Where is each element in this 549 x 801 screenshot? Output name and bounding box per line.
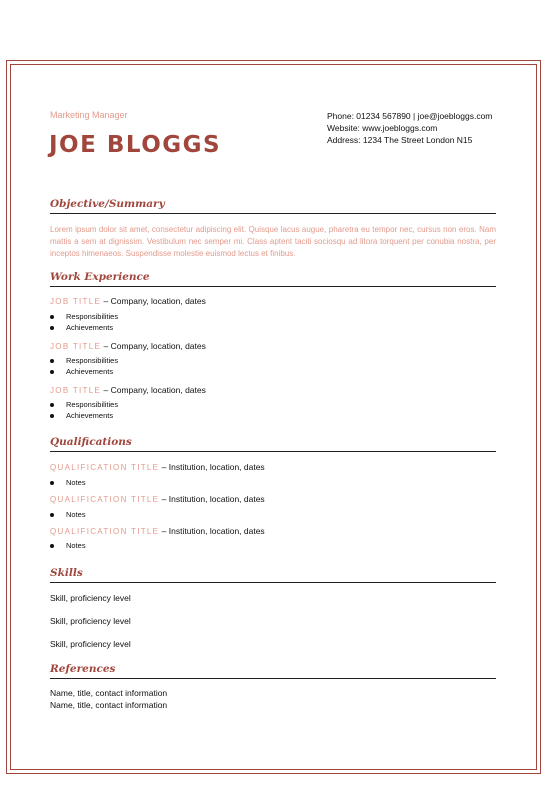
reference-item: Name, title, contact information xyxy=(50,700,168,710)
qualification-title-label: QUALIFICATION TITLE xyxy=(50,463,160,472)
bullet-text: Achievements xyxy=(66,411,114,420)
objective-text: Lorem ipsum dolor sit amet, consectetur adipiscing elit. Quisque lacus augue, pharetra eu tempor nec, cursus non eros. Nam mattis a sem at dignissim. Vestibulum nec semper mi. Class aptent taciti sociosqu ad litora torquent per conubia nostra, per inceptos himenaeos. Suspendisse molestie euismod lectus et finibus. xyxy=(50,225,496,258)
skill-item: Skill, proficiency level xyxy=(50,616,131,626)
job-title-label: JOB TITLE xyxy=(50,297,102,306)
bullet-icon xyxy=(50,513,54,517)
reference-item: Name, title, contact information xyxy=(50,688,168,698)
job-entry xyxy=(50,385,206,395)
section-references xyxy=(50,662,496,676)
qualification-detail: – Institution, location, dates xyxy=(159,462,265,472)
bullet-icon xyxy=(50,544,54,548)
list-item xyxy=(50,510,86,519)
qualification-entry xyxy=(50,526,265,536)
bullet-icon xyxy=(50,403,54,407)
contact-website: Website: www.joebloggs.com xyxy=(327,123,438,133)
bullet-icon xyxy=(50,414,54,418)
section-title-skills: Skills xyxy=(50,567,83,579)
job-title-label: JOB TITLE xyxy=(50,342,102,351)
list-item xyxy=(50,323,113,332)
section-title-work: Work Experience xyxy=(50,271,150,283)
list-item xyxy=(50,367,113,376)
list-item xyxy=(50,356,118,365)
contact-block xyxy=(327,110,492,146)
qualification-entry xyxy=(50,462,265,472)
list-item xyxy=(50,411,113,420)
bullet-icon xyxy=(50,315,54,319)
job-entry xyxy=(50,296,206,306)
list-item xyxy=(50,400,118,409)
section-work xyxy=(50,270,496,284)
bullet-icon xyxy=(50,359,54,363)
qualification-detail: – Institution, location, dates xyxy=(159,494,265,504)
bullet-text: Achievements xyxy=(66,367,114,376)
job-entry xyxy=(50,341,206,351)
skill-item: Skill, proficiency level xyxy=(50,593,131,603)
section-title-references: References xyxy=(50,663,116,675)
section-rule xyxy=(50,678,496,679)
section-objective xyxy=(50,197,496,211)
bullet-text: Notes xyxy=(66,541,86,550)
bullet-text: Responsibilities xyxy=(66,312,119,321)
bullet-icon xyxy=(50,370,54,374)
section-rule xyxy=(50,286,496,287)
job-title-label: JOB TITLE xyxy=(50,386,102,395)
section-rule xyxy=(50,213,496,214)
qualification-detail: – Institution, location, dates xyxy=(159,526,265,536)
qualification-title-label: QUALIFICATION TITLE xyxy=(50,495,160,504)
section-rule xyxy=(50,451,496,452)
job-detail: – Company, location, dates xyxy=(101,385,206,395)
list-item xyxy=(50,478,86,487)
list-item xyxy=(50,312,118,321)
bullet-text: Notes xyxy=(66,478,86,487)
bullet-text: Notes xyxy=(66,510,86,519)
job-detail: – Company, location, dates xyxy=(101,341,206,351)
qualification-entry xyxy=(50,494,265,504)
job-subtitle: Marketing Manager xyxy=(50,110,128,120)
bullet-text: Achievements xyxy=(66,323,114,332)
skill-item: Skill, proficiency level xyxy=(50,639,131,649)
contact-phone-email: Phone: 01234 567890 | joe@joebloggs.com xyxy=(327,111,493,121)
bullet-icon xyxy=(50,326,54,330)
section-title-objective: Objective/Summary xyxy=(50,198,165,210)
section-rule xyxy=(50,582,496,583)
section-title-qualifications: Qualifications xyxy=(50,436,132,448)
resume-name: JOE BLOGGS xyxy=(49,132,222,158)
qualification-title-label: QUALIFICATION TITLE xyxy=(50,527,160,536)
bullet-text: Responsibilities xyxy=(66,356,119,365)
list-item xyxy=(50,541,86,550)
contact-address: Address: 1234 The Street London N15 xyxy=(327,135,473,145)
bullet-icon xyxy=(50,481,54,485)
section-qualifications xyxy=(50,435,496,449)
job-detail: – Company, location, dates xyxy=(101,296,206,306)
section-skills xyxy=(50,566,496,580)
bullet-text: Responsibilities xyxy=(66,400,119,409)
